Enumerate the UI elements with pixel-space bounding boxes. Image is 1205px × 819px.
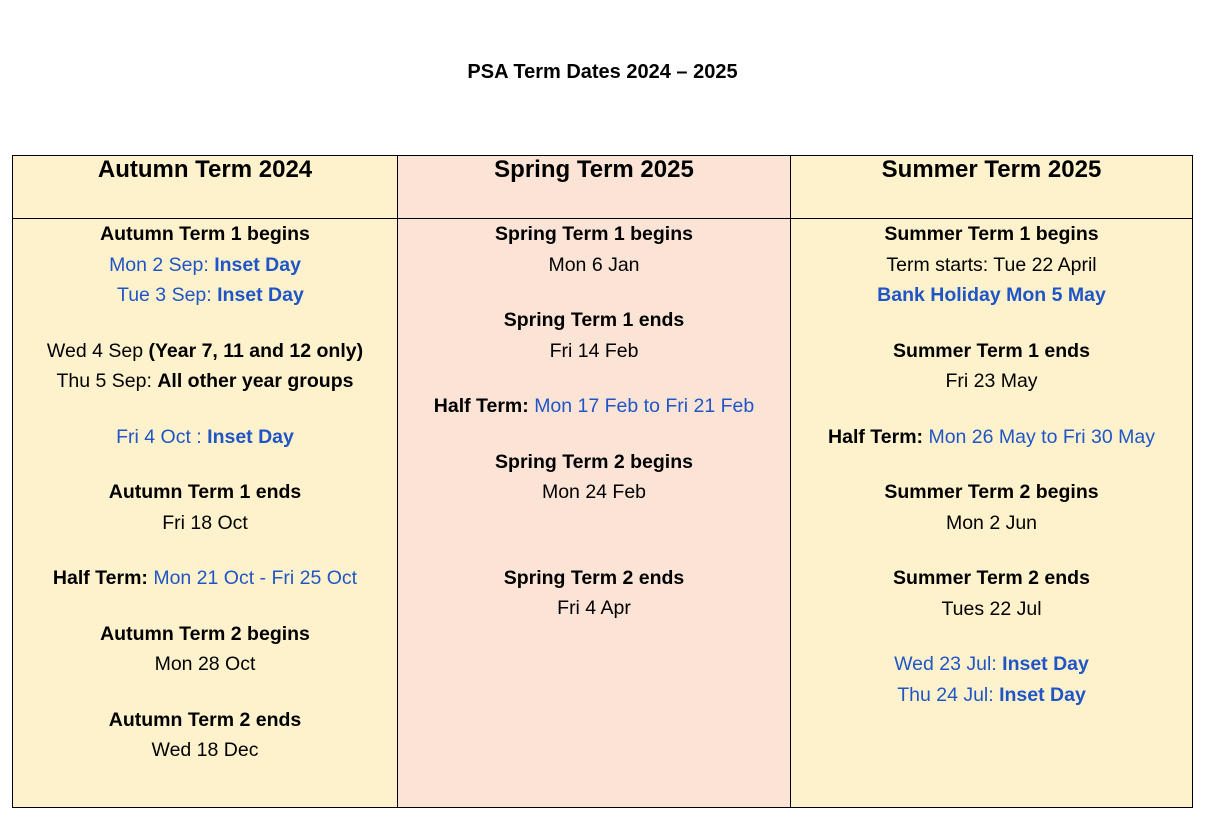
spring-header: Spring Term 2025 (398, 156, 791, 219)
summer-inset-1-label: Inset Day (1002, 653, 1089, 675)
summer-t2-ends: Summer Term 2 ends (893, 567, 1090, 589)
spring-t1-ends-date: Fri 14 Feb (549, 339, 639, 362)
autumn-inset-3-date: Fri 4 Oct : (116, 425, 208, 448)
autumn-t2-ends-date: Wed 18 Dec (151, 739, 259, 761)
autumn-start-1-date: Wed 4 Sep (46, 339, 149, 362)
page-title: PSA Term Dates 2024 – 2025 (467, 61, 738, 83)
spring-t2-ends-date: Fri 4 Apr (557, 597, 631, 619)
autumn-column (13, 219, 398, 808)
summer-header: Summer Term 2025 (791, 156, 1193, 219)
summer-t2-begins-date: Mon 2 Jun (945, 511, 1038, 534)
autumn-t2-ends: Autumn Term 2 ends (108, 708, 302, 731)
summer-half-term-label: Half Term: (828, 425, 929, 448)
autumn-inset-2 (13, 280, 397, 311)
spring-t1-begins-date: Mon 6 Jan (548, 253, 640, 276)
autumn-t2-begins-date: Mon 28 Oct (154, 653, 256, 675)
summer-inset-2-label: Inset Day (999, 683, 1086, 706)
summer-bank-holiday: Bank Holiday Mon 5 May (877, 284, 1106, 306)
summer-inset-2-date: Thu 24 Jul: (897, 683, 1000, 706)
autumn-start-1 (13, 336, 397, 367)
summer-inset-1 (791, 649, 1192, 680)
autumn-half-term-dates: Mon 21 Oct - Fri 25 Oct (153, 567, 358, 589)
autumn-inset-1 (13, 250, 397, 281)
summer-column (791, 219, 1193, 808)
summer-inset-1-date: Wed 23 Jul: (894, 653, 1003, 675)
autumn-header: Autumn Term 2024 (13, 156, 398, 219)
spring-half-term (398, 391, 790, 422)
spring-t1-begins: Spring Term 1 begins (495, 223, 693, 245)
autumn-start-1-note: (Year 7, 11 and 12 only) (148, 339, 364, 362)
summer-half-term (791, 422, 1192, 453)
summer-t1-start: Term starts: Tue 22 April (886, 253, 1097, 276)
autumn-half-term (13, 563, 397, 594)
spring-t2-begins-date: Mon 24 Feb (541, 481, 647, 503)
autumn-t1-begins: Autumn Term 1 begins (100, 223, 310, 245)
spring-half-term-dates: Mon 17 Feb to Fri 21 Feb (534, 395, 755, 417)
autumn-start-2-date: Thu 5 Sep: (56, 370, 158, 392)
autumn-inset-2-label: Inset Day (217, 284, 304, 306)
summer-t2-ends-date: Tues 22 Jul (941, 597, 1042, 620)
spring-half-term-label: Half Term: (433, 395, 535, 417)
autumn-half-term-label: Half Term: (52, 567, 154, 589)
spring-column (398, 219, 791, 808)
header-row (13, 156, 1193, 219)
autumn-start-2 (13, 366, 397, 397)
dates-row (13, 219, 1193, 808)
autumn-t2-begins: Autumn Term 2 begins (100, 622, 310, 645)
autumn-inset-1-label: Inset Day (214, 253, 301, 276)
autumn-inset-2-date: Tue 3 Sep: (117, 284, 218, 306)
autumn-t1-ends-date: Fri 18 Oct (162, 511, 248, 534)
spring-t2-ends: Spring Term 2 ends (503, 566, 685, 589)
summer-half-term-dates: Mon 26 May to Fri 30 May (928, 425, 1155, 448)
autumn-t1-ends: Autumn Term 1 ends (108, 481, 302, 503)
spring-t2-begins: Spring Term 2 begins (495, 450, 693, 473)
summer-t1-ends: Summer Term 1 ends (893, 339, 1090, 362)
autumn-start-2-note: All other year groups (157, 370, 354, 392)
summer-t2-begins: Summer Term 2 begins (884, 481, 1099, 503)
spring-t1-ends: Spring Term 1 ends (503, 309, 685, 331)
autumn-inset-3-label: Inset Day (207, 425, 294, 448)
term-dates-table (12, 155, 1193, 808)
summer-inset-2 (791, 680, 1192, 711)
summer-t1-ends-date: Fri 23 May (945, 370, 1038, 392)
summer-t1-begins: Summer Term 1 begins (884, 223, 1099, 245)
autumn-inset-1-date: Mon 2 Sep: (109, 253, 215, 276)
autumn-inset-3 (13, 422, 397, 453)
